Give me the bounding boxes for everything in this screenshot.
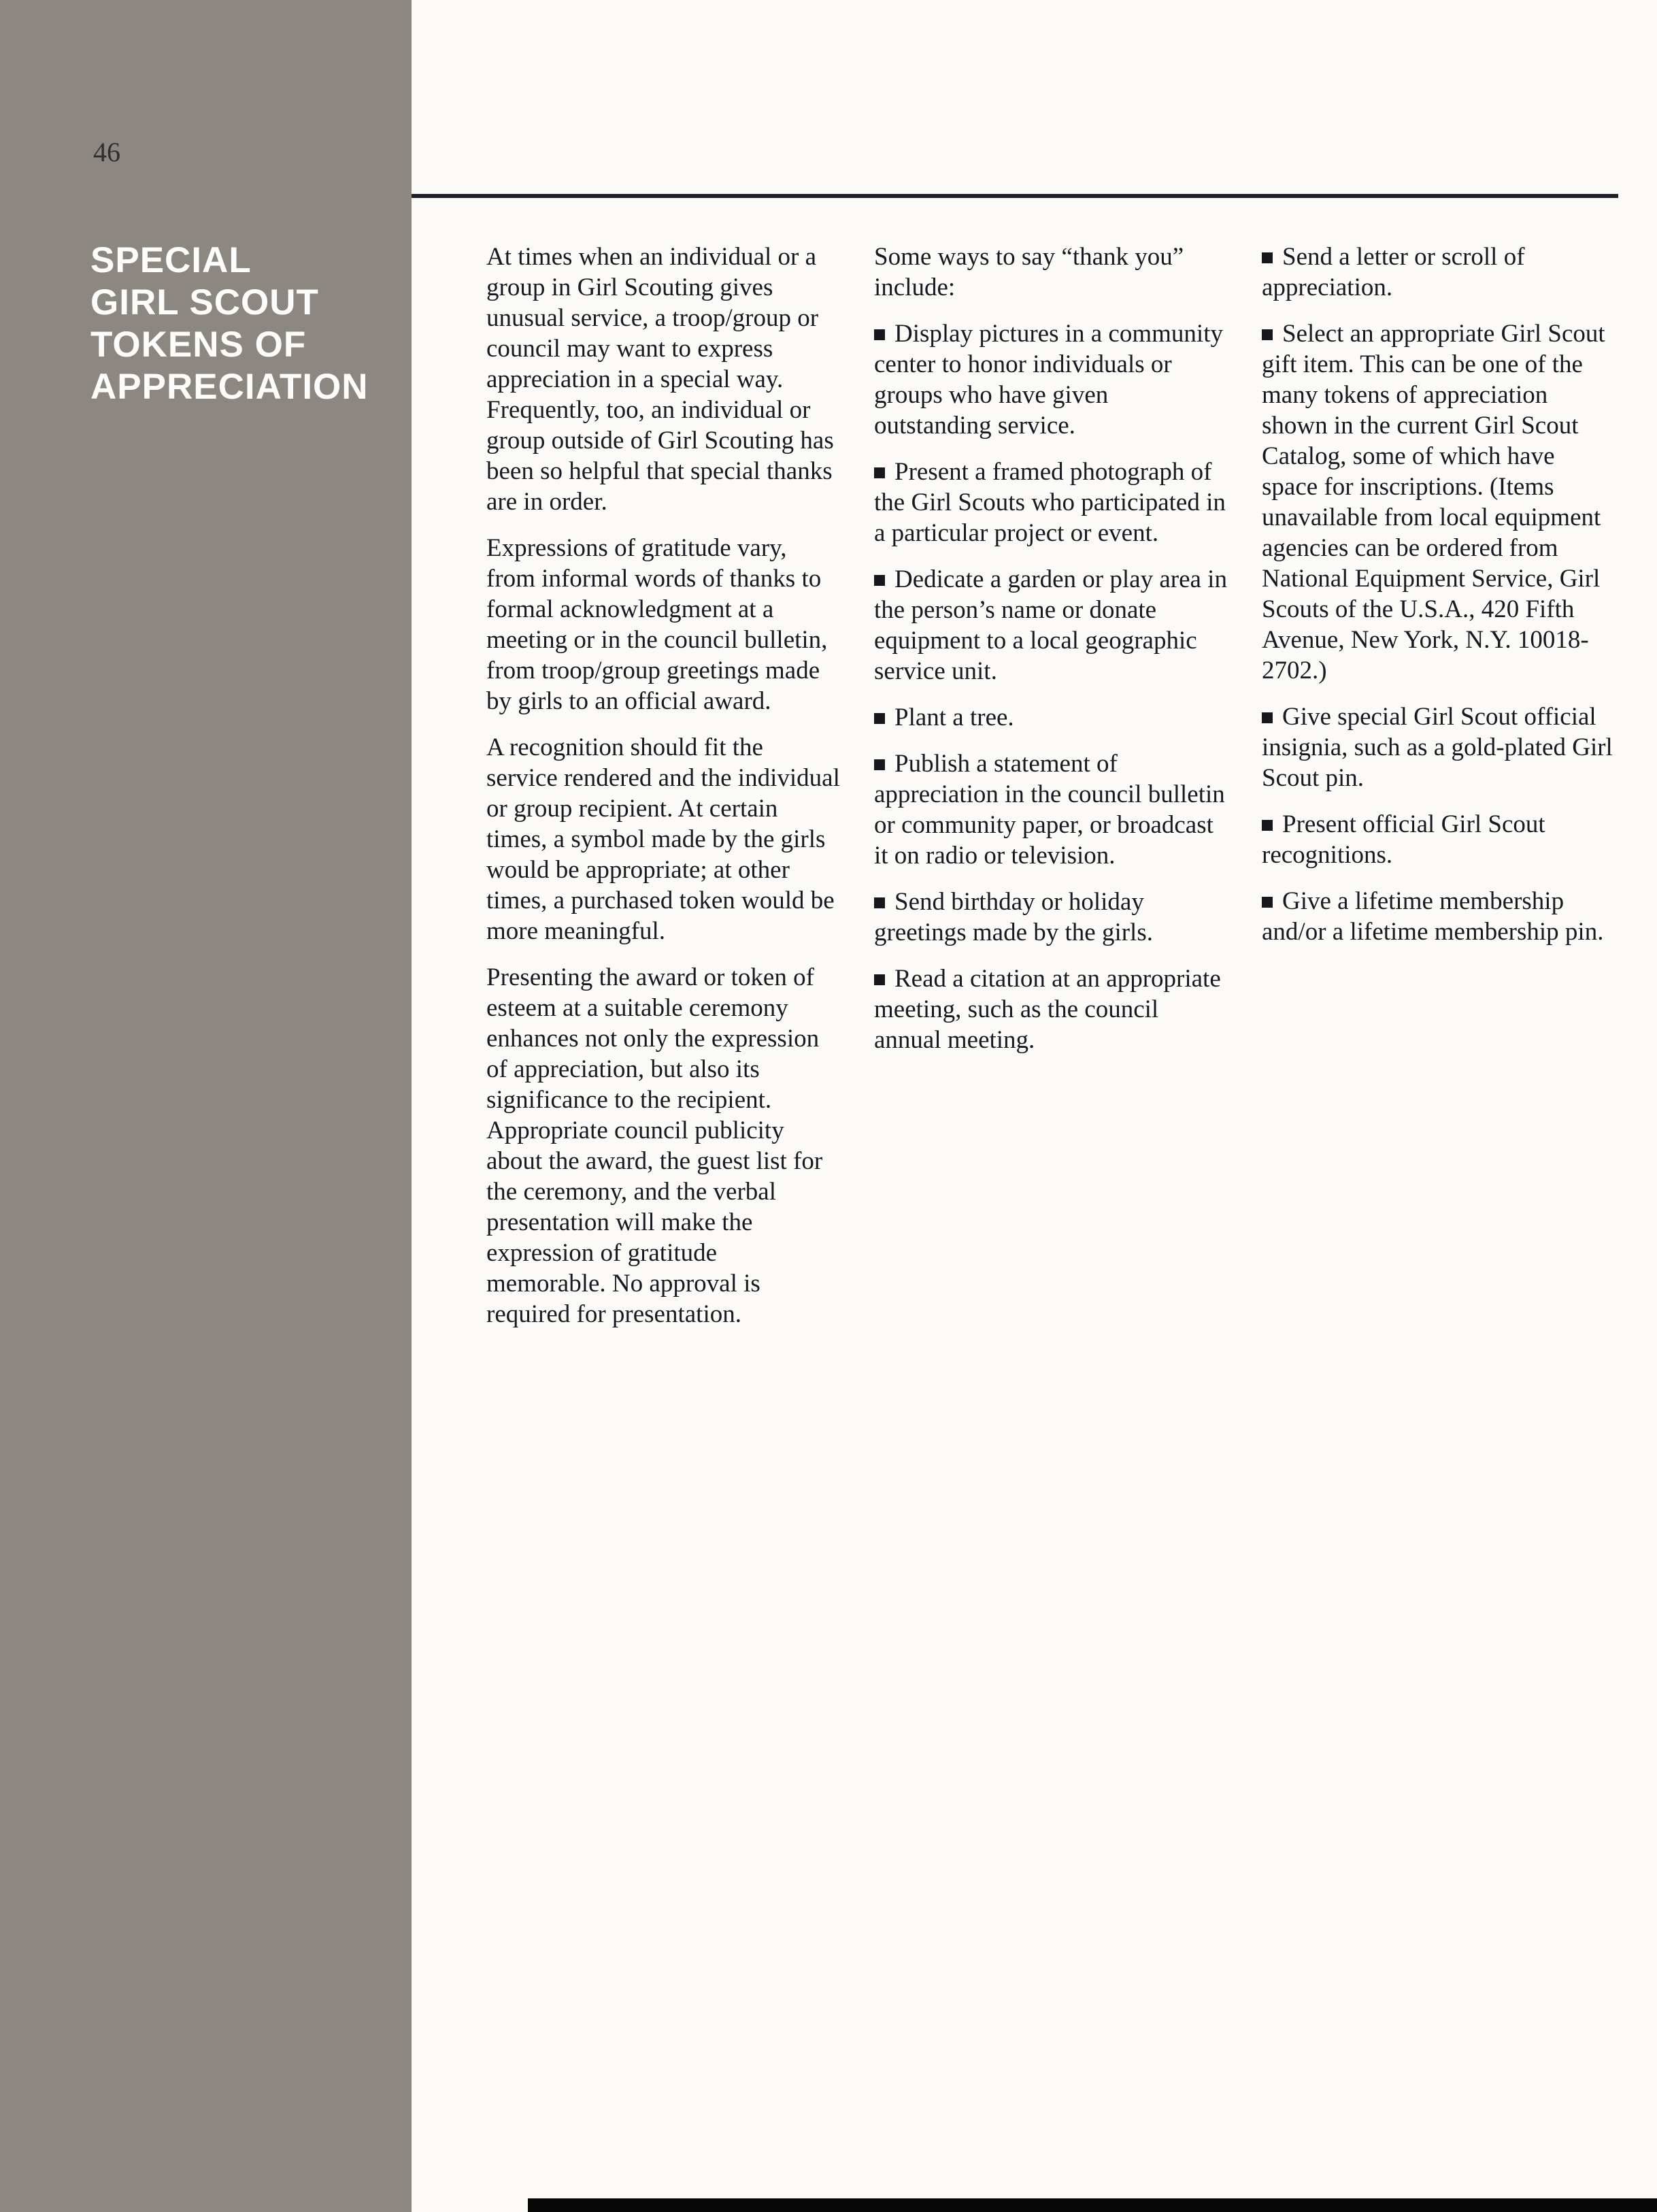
section-heading-line: SPECIAL (90, 240, 252, 280)
text-column-2 (874, 242, 1228, 1345)
bullet-item (874, 887, 1228, 948)
bullet-item (1262, 318, 1616, 686)
bullet-item (874, 457, 1228, 548)
section-heading (90, 240, 369, 408)
bullet-square-icon (1262, 897, 1273, 908)
bullet-square-icon (874, 759, 885, 770)
body-paragraph: A recognition should fit the service rendered and the individual or group recipient. At certain times, a symbol made by the girls would be appropriate; at other times, a purchased token would be more meaningful. (486, 733, 840, 945)
bullet-item (1262, 701, 1616, 793)
bullet-text: Publish a statement of appreciation in the council bulletin or community paper, or broadcast it on radio or television. (874, 750, 1225, 870)
bullet-item (1262, 886, 1616, 947)
bullet-text: Present a framed photograph of the Girl Scouts who participated in a particular project or event. (874, 458, 1226, 547)
bullet-item (874, 318, 1228, 441)
bullet-text: Display pictures in a community center to honor individuals or groups who have given outstanding service. (874, 320, 1223, 440)
bullet-text: Plant a tree. (894, 704, 1014, 731)
bullet-square-icon (1262, 329, 1273, 340)
bullet-text: Give special Girl Scout official insignia, such as a gold-plated Girl Scout pin. (1262, 703, 1613, 792)
bullet-text: Present official Girl Scout recognitions. (1262, 810, 1545, 869)
bullet-square-icon (874, 467, 885, 478)
bullet-text: Dedicate a garden or play area in the person’s name or donate equipment to a local geographic service unit. (874, 565, 1227, 685)
page-number: 46 (93, 137, 120, 167)
bullet-text: Send birthday or holiday greetings made by the girls. (874, 888, 1153, 946)
bullet-square-icon (1262, 712, 1273, 723)
bullet-square-icon (1262, 820, 1273, 831)
bullet-item (1262, 809, 1616, 870)
bullet-square-icon (874, 575, 885, 586)
section-heading-line: GIRL SCOUT (90, 282, 319, 323)
bullet-square-icon (874, 329, 885, 340)
body-paragraph: Expressions of gratitude vary, from informal words of thanks to formal acknowledgment at a meeting or in the council bulletin, from troop/group greetings made by girls to an official award. (486, 534, 828, 715)
bullet-text: Read a citation at an appropriate meeting, such as the council annual meeting. (874, 965, 1221, 1054)
body-paragraph: Some ways to say “thank you” include: (874, 243, 1184, 301)
bullet-square-icon (874, 974, 885, 985)
top-rule (412, 194, 1618, 198)
bullet-item (874, 748, 1228, 871)
bullet-square-icon (874, 897, 885, 908)
text-column-1 (486, 242, 840, 1345)
section-heading-line: APPRECIATION (90, 367, 369, 407)
bullet-square-icon (874, 713, 885, 724)
body-paragraph: Presenting the award or token of esteem at a suitable ceremony enhances not only the expression of appreciation, but also its significance to the recipient. Appropriate council publicity about the award, the guest list for the ceremony, and the verbal presentation will make the expression of gratitude memorable. No approval is required for presentation. (486, 963, 823, 1328)
bullet-text: Send a letter or scroll of appreciation. (1262, 243, 1525, 301)
bullet-text: Give a lifetime membership and/or a lifetime membership pin. (1262, 887, 1604, 946)
page-content (486, 242, 1623, 1345)
bullet-text: Select an appropriate Girl Scout gift item. This can be one of the many tokens of appreciation shown in the current Girl Scout Catalog, some of which have space for inscriptions. (Items unavailable from local equipment agencies can be ordered from National Equipment Service, Girl Scouts of the U.S.A., 420 Fifth Avenue, New York, N.Y. 10018-2702.) (1262, 320, 1605, 684)
body-paragraph: At times when an individual or a group in Girl Scouting gives unusual service, a troop/group or council may want to express appreciation in a special way. Frequently, too, an individual or group outside of Girl Scouting has been so helpful that special thanks are in order. (486, 243, 834, 516)
bullet-item (874, 702, 1228, 733)
section-heading-line: TOKENS OF (90, 325, 307, 365)
bottom-scan-bar (528, 2198, 1657, 2212)
bullet-item (1262, 242, 1616, 303)
left-sidebar (0, 0, 412, 2212)
bullet-square-icon (1262, 252, 1273, 263)
bullet-item (874, 963, 1228, 1055)
bullet-item (874, 564, 1228, 687)
text-column-3 (1262, 242, 1616, 1345)
